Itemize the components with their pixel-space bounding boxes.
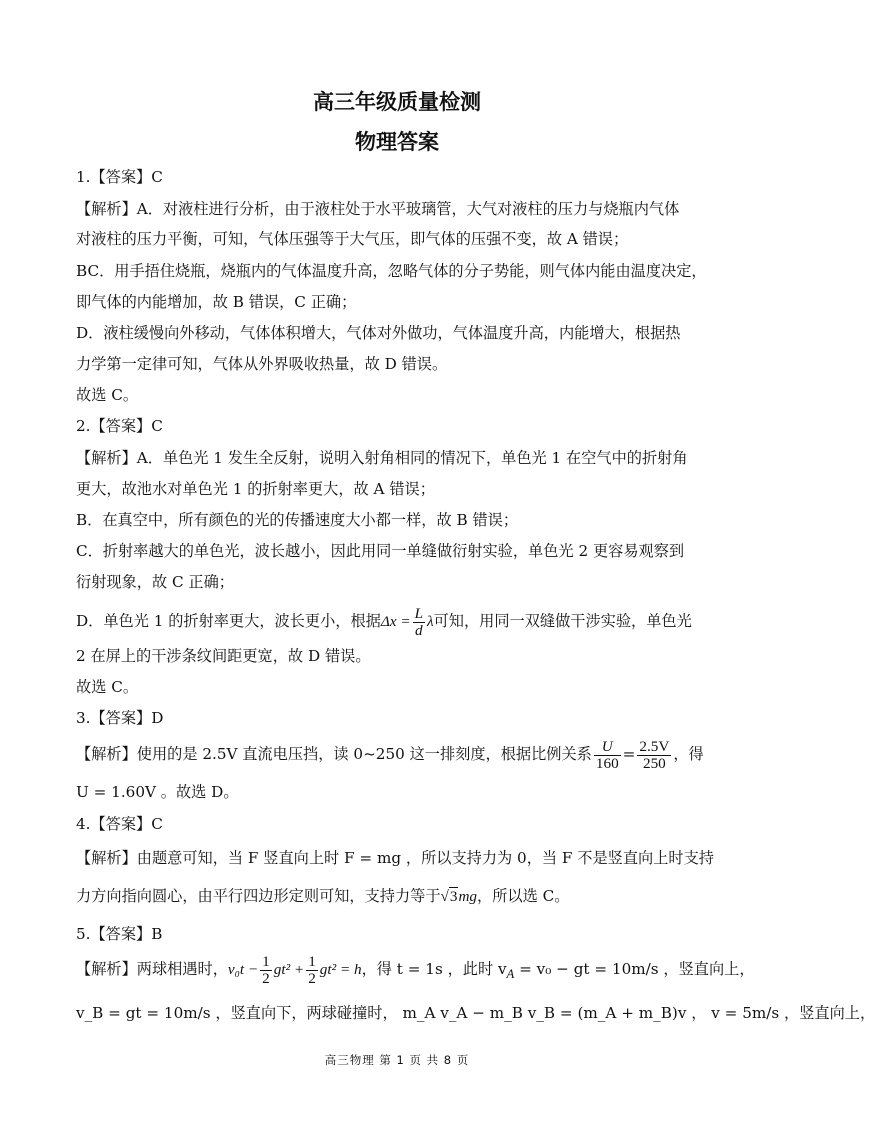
q2-formula-num: L [414, 604, 424, 622]
q5-half-2-den: 2 [308, 969, 316, 987]
q2-line-6 [76, 603, 726, 640]
page-title: 高三年级质量检测 [313, 90, 481, 114]
q3-line-1 [76, 736, 726, 772]
q5-sub-a: A [506, 967, 515, 982]
q2-formula-rhs: λ [427, 613, 434, 630]
q5-expr-3: gt² = h [319, 961, 362, 978]
q5-half-1-den: 2 [262, 969, 270, 987]
q4-line-2 [76, 886, 726, 907]
q5-half-1-num: 1 [262, 952, 270, 970]
q2-line-5: 衍射现象，故 C 正确； [76, 573, 234, 591]
q3-line-1-text-a: 【解析】使用的是 2.5V 直流电压挡，读 0~250 这一排刻度，根据比例关系 [76, 745, 592, 763]
q2-line-7: 2 在屏上的干涉条纹间距更宽，故 D 错误。 [76, 647, 371, 665]
q2-line-3: B．在真空中，所有颜色的光的传播速度大小都一样，故 B 错误； [76, 511, 519, 529]
q1-line-6: 力学第一定律可知，气体从外界吸收热量，故 D 错误。 [76, 355, 448, 373]
q4-line-2-text-b: ，所以选 C。 [477, 887, 570, 905]
q3-line-2: U = 1.60V 。故选 D。 [76, 783, 239, 801]
q2-line-6-text-a: D．单色光 1 的折射率更大，波长更小，根据 [76, 612, 381, 630]
q2-formula-lhs: Δx = [380, 613, 411, 630]
q1-line-7: 故选 C。 [76, 386, 139, 404]
q3-answer: 3.【答案】D [76, 709, 164, 727]
q5-line-2: v_B = gt = 10m/s ，竖直向下，两球碰撞时， m_A v_A − m_B v_B = (m_A + m_B)v ， v = 5m/s ，竖直向上， [76, 1004, 875, 1022]
q2-answer: 2.【答案】C [76, 417, 163, 435]
q3-fraction-2-den: 250 [642, 754, 666, 772]
q2-line-1: 【解析】A．单色光 1 发生全反射，说明入射角相同的情况下，单色光 1 在空气中的折射角 [76, 449, 688, 467]
q3-fraction-2 [637, 739, 671, 772]
q1-line-3: BC．用手捂住烧瓶，烧瓶内的气体温度升高，忽略气体的分子势能，则气体内能由温度决定， [76, 262, 707, 280]
q1-line-4: 即气体的内能增加，故 B 错误，C 正确； [76, 293, 357, 311]
q5-answer: 5.【答案】B [76, 925, 163, 943]
q3-fraction-2-num: 2.5V [639, 737, 670, 755]
q5-half-2 [306, 954, 318, 987]
page-subtitle: 物理答案 [355, 130, 439, 154]
q4-expr: mg [458, 888, 477, 905]
q5-line-1 [76, 951, 755, 992]
q1-answer: 1.【答案】C [76, 168, 163, 186]
q5-half-1 [260, 954, 272, 987]
q4-answer: 4.【答案】C [76, 815, 163, 833]
q4-sqrt-sign: √ [440, 888, 449, 905]
q2-line-8: 故选 C。 [76, 678, 139, 696]
q4-line-1: 【解析】由题意可知，当 F 竖直向上时 F = mg ，所以支持力为 0，当 F 不是竖直向上时支持 [76, 849, 714, 867]
q2-formula-fraction [413, 606, 425, 639]
q4-sqrt [441, 887, 459, 905]
q2-line-6-text-b: 可知，用同一双缝做干涉实验，单色光 [433, 612, 692, 630]
q4-line-2-text-a: 力方向指向圆心，由平行四边形定则可知，支持力等于 [76, 887, 441, 905]
q2-formula-den: d [415, 621, 423, 639]
q5-line-1-text-a: 【解析】两球相遇时， [76, 960, 228, 978]
q2-line-2: 更大，故池水对单色光 1 的折射率更大，故 A 错误； [76, 480, 435, 498]
q3-fraction-1-num: U [594, 739, 621, 756]
page-footer: 高三物理 第 1 页 共 8 页 [324, 1053, 470, 1067]
q2-line-4: C．折射率越大的单色光，波长越小，因此用同一单缝做衍射实验，单色光 2 更容易观察到 [76, 542, 685, 560]
q5-half-2-num: 1 [308, 952, 316, 970]
q3-line-1-text-b: ，得 [673, 745, 704, 763]
q5-expr-1: v₀t − [227, 961, 259, 978]
q1-line-1: 【解析】A．对液柱进行分析，由于液柱处于水平玻璃管，大气对液柱的压力与烧瓶内气体 [76, 200, 680, 218]
q1-line-5: D．液柱缓慢向外移动，气体体积增大，气体对外做功，气体温度升高，内能增大，根据热 [76, 324, 681, 342]
q3-fraction-1-den: 160 [595, 754, 619, 772]
q5-line-1-text-b: ，得 t = 1s ，此时 v [361, 960, 507, 978]
q5-line-1-text-c: = v₀ − gt = 10m/s ，竖直向上， [514, 960, 755, 978]
q1-line-2: 对液柱的压力平衡，可知，气体压强等于大气压，即气体的压强不变，故 A 错误； [76, 230, 629, 248]
q3-equals: = [622, 745, 636, 763]
q3-fraction-1 [594, 739, 621, 772]
q4-sqrt-radicand: 3 [449, 888, 458, 905]
q5-expr-2: gt² + [273, 961, 305, 978]
